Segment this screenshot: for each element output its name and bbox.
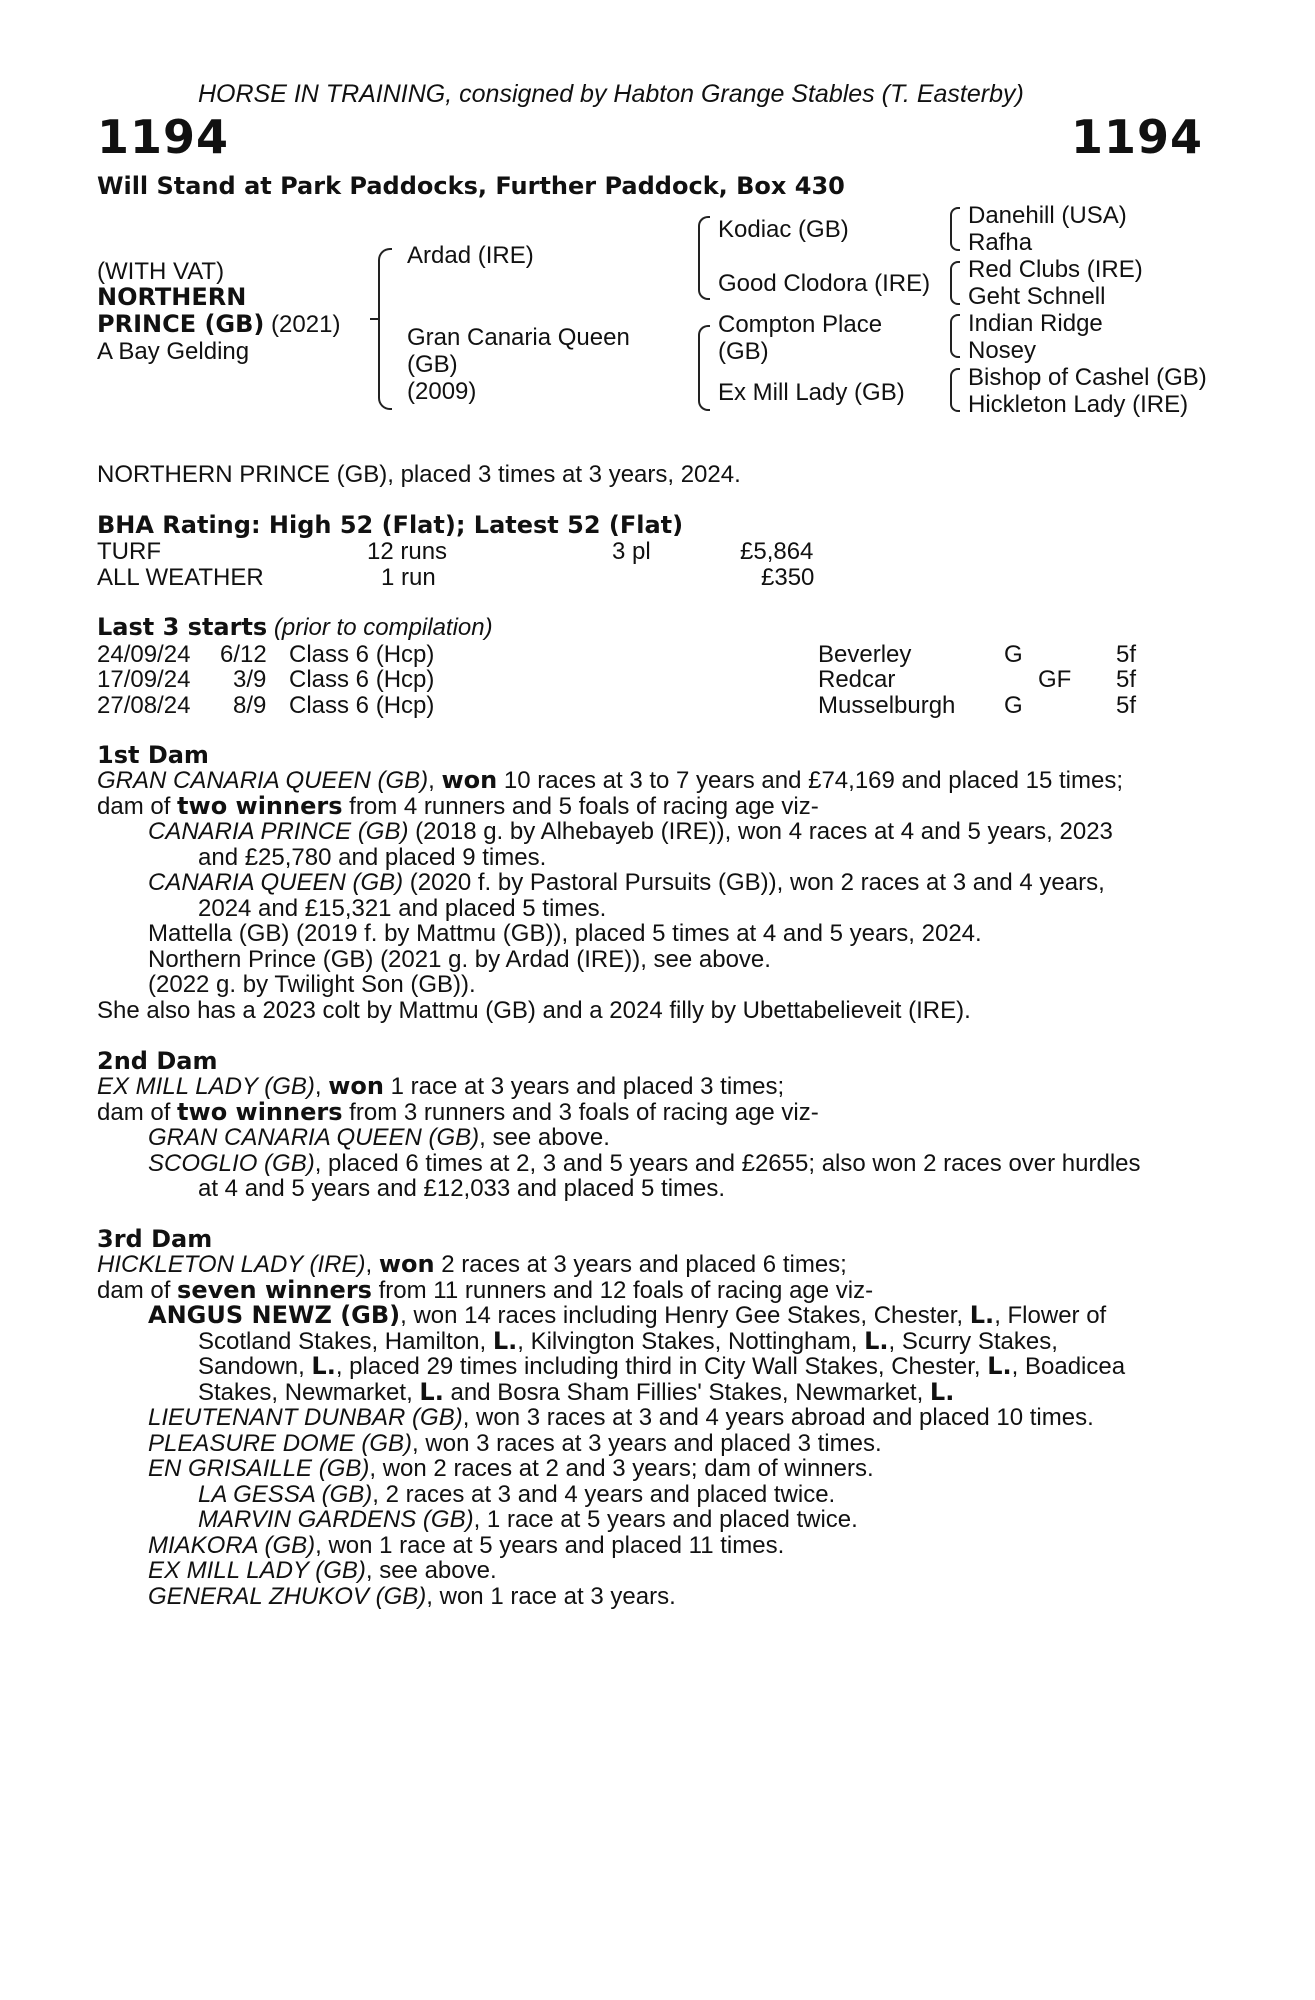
consignment-line: HORSE IN TRAINING, consigned by Habton Grange Stables (T. Easterby) <box>198 80 1024 108</box>
dam-line1: Gran Canaria Queen <box>407 324 630 351</box>
bha-rating: BHA Rating: High 52 (Flat); Latest 52 (Flat) <box>97 511 684 539</box>
start-date: 24/09/24 <box>97 641 191 668</box>
first-dam-record <box>97 768 1123 794</box>
pedigree-brace-g3-2 <box>950 261 960 305</box>
produce-entry <box>198 1482 835 1508</box>
winners-count: seven winners <box>177 1276 372 1304</box>
first-dam-name: GRAN CANARIA QUEEN (GB) <box>97 767 429 794</box>
angus-detail: , Boadicea <box>1011 1353 1126 1380</box>
first-dam-produce <box>97 794 819 820</box>
angus-line2 <box>198 1329 1058 1355</box>
produce-detail: , 2 races at 3 and 4 years and placed twice. <box>372 1481 836 1508</box>
listed-mark: L. <box>929 1378 955 1406</box>
pedigree-brace-g3-4 <box>950 368 960 412</box>
produce-entry: (2022 g. by Twilight Son (GB)). <box>148 971 476 998</box>
g3-sds: Red Clubs (IRE) <box>968 256 1143 283</box>
won-word: won <box>378 1250 435 1278</box>
listed-mark: L. <box>419 1378 444 1406</box>
produce-entry <box>148 1125 610 1151</box>
produce-detail: (2020 f. by Pastoral Pursuits (GB)), won 2 races at 3 and 4 years, <box>403 869 1105 896</box>
second-dam-record-rest: 1 race at 3 years and placed 3 times; <box>383 1073 785 1100</box>
produce-name: LA GESSA (GB) <box>198 1481 373 1508</box>
start-date: 17/09/24 <box>97 666 191 693</box>
produce-name: EX MILL LADY (GB) <box>148 1557 366 1584</box>
first-dam-title: 1st Dam <box>97 741 209 769</box>
horse-name-line1: NORTHERN <box>97 283 247 311</box>
last-starts-heading <box>97 615 493 641</box>
angus-line1 <box>148 1303 1201 1329</box>
start-position: 3/9 <box>233 666 267 693</box>
first-dam-record-rest: 10 races at 3 to 7 years and £74,169 and placed 15 times; <box>497 767 1123 794</box>
produce-detail: , won 3 races at 3 and 4 years abroad and placed 10 times. <box>462 1404 1094 1431</box>
angus-detail: Sandown, <box>198 1353 312 1380</box>
start-course: Beverley <box>818 641 912 668</box>
angus-detail: , placed 29 times including third in City Wall Stakes, Chester, <box>335 1353 988 1380</box>
last-starts-title: Last 3 starts <box>97 613 268 641</box>
sire-sire: Kodiac (GB) <box>718 216 849 243</box>
produce-entry <box>148 819 1113 845</box>
third-dam-name: HICKLETON LADY (IRE) <box>97 1251 366 1278</box>
angus-detail: Scotland Stakes, Hamilton, <box>198 1328 493 1355</box>
second-dam-title: 2nd Dam <box>97 1047 218 1075</box>
third-dam-title: 3rd Dam <box>97 1225 213 1253</box>
pedigree-brace-dam <box>698 325 710 411</box>
lot-number-left: 1194 <box>97 110 230 164</box>
produce-rest: from 3 runners and 3 foals of racing age viz- <box>342 1099 819 1126</box>
first-dam-also: She also has a 2023 colt by Mattmu (GB) and a 2024 filly by Ubettabelieveit (IRE). <box>97 997 971 1024</box>
g3-sdd: Geht Schnell <box>968 283 1106 310</box>
produce-detail: (2018 g. by Alhebayeb (IRE)), won 4 races at 4 and 5 years, 2023 <box>408 818 1113 845</box>
winners-count: two winners <box>177 1098 343 1126</box>
angus-detail: , Flower of <box>994 1302 1107 1329</box>
angus-detail: Stakes, Newmarket, <box>198 1379 420 1406</box>
produce-continuation: 2024 and £15,321 and placed 5 times. <box>198 895 607 922</box>
produce-name: PLEASURE DOME (GB) <box>148 1430 413 1457</box>
horse-vat: (WITH VAT) <box>97 258 225 285</box>
produce-detail: , won 2 races at 2 and 3 years; dam of winners. <box>369 1455 874 1482</box>
produce-name: CANARIA QUEEN (GB) <box>148 869 404 896</box>
start-course: Musselburgh <box>818 692 956 719</box>
produce-entry <box>148 870 1105 896</box>
dam-line3: (2009) <box>407 378 477 405</box>
produce-prefix: dam of <box>97 793 178 820</box>
start-class: Class 6 (Hcp) <box>289 692 435 719</box>
start-class: Class 6 (Hcp) <box>289 641 435 668</box>
angus-line3 <box>198 1354 1125 1380</box>
horse-year: (2021) <box>264 311 341 338</box>
turf-label: TURF <box>97 538 161 565</box>
start-going: G <box>1004 641 1023 668</box>
listed-mark: L. <box>864 1327 889 1355</box>
sire: Ardad (IRE) <box>407 242 534 269</box>
produce-continuation: at 4 and 5 years and £12,033 and placed 5 times. <box>198 1175 726 1202</box>
angus-detail: and Bosra Sham Fillies' Stakes, Newmarket, <box>443 1379 930 1406</box>
produce-entry <box>148 1151 1141 1177</box>
produce-entry <box>198 1507 858 1533</box>
third-dam-record-rest: 2 races at 3 years and placed 6 times; <box>434 1251 847 1278</box>
winners-count: two winners <box>177 792 343 820</box>
horse-name-line2 <box>97 311 340 338</box>
start-distance: 5f <box>1116 692 1137 719</box>
start-position: 8/9 <box>233 692 267 719</box>
won-word: won <box>441 766 498 794</box>
angus-detail: , won 14 races including Henry Gee Stakes, Chester, <box>400 1302 970 1329</box>
produce-rest: from 4 runners and 5 foals of racing age viz- <box>342 793 819 820</box>
g3-ddd: Hickleton Lady (IRE) <box>968 391 1189 418</box>
angus-detail: , Scurry Stakes, <box>888 1328 1058 1355</box>
horse-description: A Bay Gelding <box>97 338 250 365</box>
produce-entry <box>148 1405 1094 1431</box>
pedigree-brace-point <box>370 318 378 320</box>
produce-entry <box>148 1533 784 1559</box>
produce-detail: , see above. <box>479 1124 610 1151</box>
aw-prize: £350 <box>761 564 815 591</box>
produce-name: GENERAL ZHUKOV (GB) <box>148 1583 427 1610</box>
horse-name: PRINCE (GB) <box>97 310 265 338</box>
separator: , <box>428 767 442 794</box>
produce-name: MIAKORA (GB) <box>148 1532 316 1559</box>
produce-continuation: and £25,780 and placed 9 times. <box>198 844 547 871</box>
third-dam-record <box>97 1252 847 1278</box>
start-position: 6/12 <box>220 641 267 668</box>
produce-name: MARVIN GARDENS (GB) <box>198 1506 474 1533</box>
separator: , <box>314 1073 329 1100</box>
start-distance: 5f <box>1116 641 1137 668</box>
g3-dsd: Nosey <box>968 337 1037 364</box>
start-course: Redcar <box>818 666 896 693</box>
produce-name: EN GRISAILLE (GB) <box>148 1455 370 1482</box>
produce-prefix: dam of <box>97 1277 178 1304</box>
separator: , <box>365 1251 379 1278</box>
lot-number-right: 1194 <box>1070 110 1203 164</box>
produce-name: SCOGLIO (GB) <box>148 1150 315 1177</box>
start-class: Class 6 (Hcp) <box>289 666 435 693</box>
listed-mark: L. <box>311 1352 336 1380</box>
produce-name: LIEUTENANT DUNBAR (GB) <box>148 1404 463 1431</box>
pedigree-brace-main <box>378 248 392 410</box>
produce-rest: from 11 runners and 12 foals of racing age viz- <box>371 1277 874 1304</box>
listed-mark: L. <box>492 1327 518 1355</box>
third-dam-produce <box>97 1278 873 1304</box>
produce-detail: , won 3 races at 3 years and placed 3 times. <box>412 1430 882 1457</box>
dam-dam: Ex Mill Lady (GB) <box>718 379 905 406</box>
start-going: GF <box>1038 666 1072 693</box>
produce-entry <box>148 1584 676 1610</box>
second-dam-produce <box>97 1100 819 1126</box>
turf-prize: £5,864 <box>740 538 814 565</box>
second-dam-name: EX MILL LADY (GB) <box>97 1073 315 1100</box>
pedigree-brace-g3-1 <box>950 207 960 251</box>
second-dam-record <box>97 1074 784 1100</box>
dam-sire-line1: Compton Place <box>718 311 883 338</box>
produce-prefix: dam of <box>97 1099 178 1126</box>
produce-detail: , won 1 race at 5 years and placed 11 times. <box>315 1532 785 1559</box>
dam-line2: (GB) <box>407 351 458 378</box>
produce-detail: , see above. <box>365 1557 497 1584</box>
g3-ssd: Rafha <box>968 229 1033 256</box>
produce-detail: , 1 race at 5 years and placed twice. <box>473 1506 858 1533</box>
produce-name: GRAN CANARIA QUEEN (GB) <box>148 1124 480 1151</box>
dam-sire-line2: (GB) <box>718 338 769 365</box>
start-date: 27/08/24 <box>97 692 191 719</box>
listed-mark: L. <box>987 1352 1012 1380</box>
turf-runs: 12 runs <box>367 538 448 565</box>
won-word: won <box>328 1072 384 1100</box>
produce-entry <box>148 1558 497 1584</box>
produce-entry <box>148 1431 882 1457</box>
g3-dss: Indian Ridge <box>968 310 1103 337</box>
aw-runs: 1 run <box>381 564 436 591</box>
sire-dam: Good Clodora (IRE) <box>718 270 931 297</box>
pedigree-brace-sire <box>698 216 710 300</box>
angus-name: ANGUS NEWZ (GB) <box>148 1301 401 1329</box>
turf-placed: 3 pl <box>612 538 651 565</box>
produce-name: CANARIA PRINCE (GB) <box>148 818 409 845</box>
angus-detail: , Kilvington Stakes, Nottingham, <box>517 1328 865 1355</box>
listed-mark: L. <box>969 1301 995 1329</box>
produce-detail: , won 1 race at 3 years. <box>426 1583 676 1610</box>
g3-sss: Danehill (USA) <box>968 202 1127 229</box>
aw-label: ALL WEATHER <box>97 564 264 591</box>
start-going: G <box>1004 692 1023 719</box>
produce-entry <box>148 1456 874 1482</box>
start-distance: 5f <box>1116 666 1137 693</box>
angus-line4 <box>198 1380 954 1406</box>
produce-entry: Mattella (GB) (2019 f. by Mattmu (GB)), placed 5 times at 4 and 5 years, 2024. <box>148 920 982 947</box>
produce-entry: Northern Prince (GB) (2021 g. by Ardad (IRE)), see above. <box>148 946 771 973</box>
stand-location: Will Stand at Park Paddocks, Further Paddock, Box 430 <box>97 172 845 200</box>
last-starts-note: (prior to compilation) <box>267 614 493 641</box>
g3-dds: Bishop of Cashel (GB) <box>968 364 1207 391</box>
race-summary: NORTHERN PRINCE (GB), placed 3 times at 3 years, 2024. <box>97 461 741 488</box>
produce-detail: , placed 6 times at 2, 3 and 5 years and £2655; also won 2 races over hurdles <box>314 1150 1141 1177</box>
pedigree-brace-g3-3 <box>950 314 960 358</box>
